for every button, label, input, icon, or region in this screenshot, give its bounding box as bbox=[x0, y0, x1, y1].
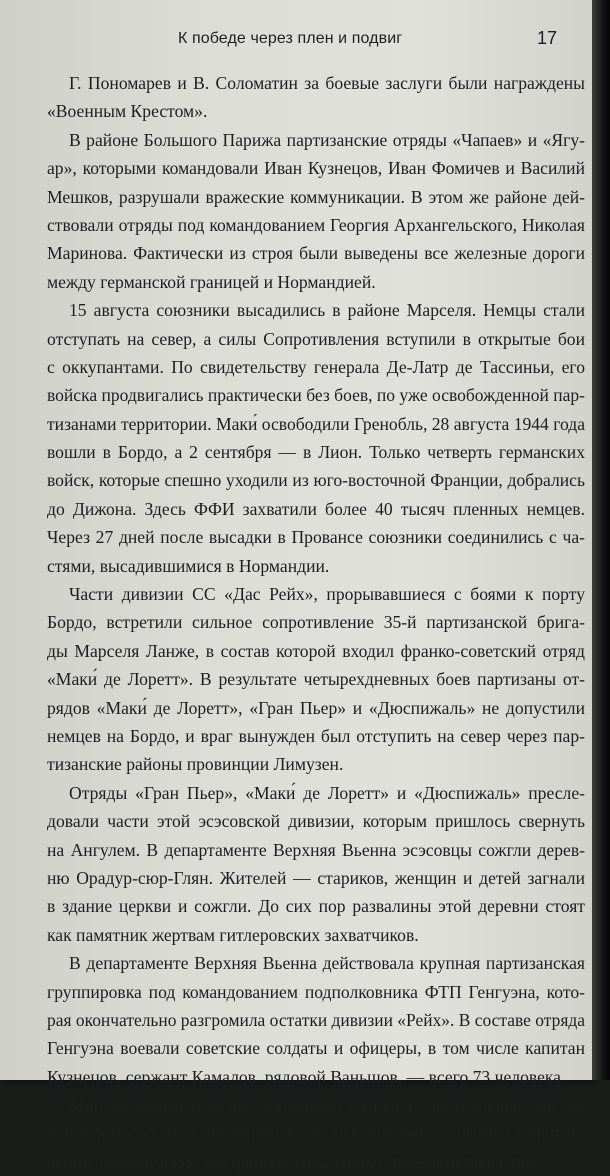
paragraph bbox=[47, 949, 585, 1091]
text-line: ления. Французские внутренние силы (ФФИ) превратились в под- bbox=[47, 1151, 544, 1172]
text-line: «Военным Крестом». bbox=[47, 101, 208, 122]
text-line: 15 августа союзники высадились в районе Марселя. Немцы стали bbox=[69, 300, 585, 321]
text-line: Отряды «Гран Пьер», «Маки́ де Лоретт» и «Дюспижаль» пресле- bbox=[69, 782, 585, 803]
text-line: на Ангулем. В департаменте Верхняя Вьенна эсэсовцы сожгли дерев- bbox=[47, 839, 585, 860]
page-edge-shadow bbox=[592, 0, 610, 1080]
text-line: Кузнецов, сержант Камалов, рядовой Ваньшов, — всего 73 человека. bbox=[47, 1066, 566, 1087]
text-line: рядов «Маки́ де Лоретт», «Гран Пьер» и «Дюспижаль» не допустили bbox=[47, 697, 585, 718]
text-line: Через 27 дней после высадки в Провансе союзники соединились с ча- bbox=[47, 527, 585, 548]
paragraph bbox=[47, 779, 585, 949]
paragraph bbox=[47, 1091, 585, 1176]
text-line: Мешков, разрушали вражеские коммуникации. В этом же районе дей- bbox=[47, 186, 585, 207]
text-line: до Дижона. Здесь ФФИ захватили более 40 тысяч пленных немцев. bbox=[47, 498, 585, 519]
text-line: войска продвигались практически без боев, по уже освобожденной пар- bbox=[47, 385, 585, 406]
text-line: ды Марселя Ланже, в состав которой входил франко-советский отряд bbox=[47, 640, 585, 661]
text-line: тизанские районы провинции Лимузен. bbox=[47, 754, 344, 775]
text-line: Части дивизии СС «Дас Рейх», прорывавшиеся с боями к порту bbox=[69, 584, 585, 605]
text-line: между германской границей и Нормандией. bbox=[47, 271, 376, 292]
text-line: вошли в Бордо, а 2 сентября — в Лион. Только четверть германских bbox=[47, 442, 585, 463]
page-number: 17 bbox=[537, 28, 558, 48]
text-line: стями, высадившимися в Нормандии. bbox=[47, 555, 330, 576]
text-line: как памятник жертвам гитлеровских захватчиков. bbox=[47, 924, 419, 945]
body-text bbox=[47, 69, 585, 1176]
paragraph bbox=[47, 126, 585, 296]
text-line: и вся юго-западная Франция) были освобождены силами Сопротив- bbox=[47, 1123, 585, 1144]
running-title: К победе через плен и подвиг bbox=[178, 30, 403, 47]
text-line: «Маки́ де Лоретт». В результате четырехдневных боев партизаны от- bbox=[47, 669, 585, 690]
text-line: группировка под командованием подполковника ФТП Генгуэна, кото- bbox=[47, 981, 585, 1002]
text-line: довали части этой эсэсовской дивизии, которым пришлось свернуть bbox=[47, 811, 585, 832]
text-line: тизанами территории. Маки́ освободили Гренобль, 28 августа 1944 года bbox=[47, 413, 585, 434]
text-line: в здание церкви и сожгли. До сих пор развалины этой деревни стоят bbox=[47, 896, 585, 917]
text-line: ар», которыми командовали Иван Кузнецов, Иван Фомичев и Василий bbox=[47, 158, 585, 179]
text-line: с оккупантами. По свидетельству генерала Де-Латр де Тассиньи, его bbox=[47, 356, 585, 377]
text-line: Г. Пономарев и В. Соломатин за боевые заслуги были награждены bbox=[69, 73, 585, 93]
text-line: Маринова. Фактически из строя были выведены все железные дороги bbox=[47, 243, 585, 264]
text-line: немцев на Бордо, и враг вынужден был отступить на север через пар- bbox=[47, 725, 585, 746]
text-line: рая окончательно разгромила остатки дивизии «Рейх». В составе отряда bbox=[47, 1009, 585, 1030]
paragraph bbox=[47, 69, 585, 126]
text-line: В департаменте Верхняя Вьенна действовала крупная партизанская bbox=[69, 953, 585, 974]
text-line: Бордо, встретили сильное сопротивление 35-й партизанской брига- bbox=[47, 612, 585, 633]
text-line: Многие города и целые провинции (Аннеси, Центральный массив bbox=[69, 1095, 585, 1116]
text-line: Генгуэна воевали советские солдаты и офицеры, в том числе капитан bbox=[47, 1038, 585, 1059]
text-line: В районе Большого Парижа партизанские отряды «Чапаев» и «Ягу- bbox=[69, 129, 585, 150]
page-header bbox=[0, 28, 592, 52]
text-line: отступать на север, а силы Сопротивления вступили в открытые бои bbox=[47, 328, 585, 349]
paragraph bbox=[47, 296, 585, 580]
paragraph bbox=[47, 580, 585, 779]
text-line: ню Орадур-сюр-Глян. Жителей — стариков, женщин и детей загнали bbox=[47, 867, 585, 888]
text-line: войск, которые спешно уходили из юго-восточной Франции, добрались bbox=[47, 470, 585, 491]
text-line: ствовали отряды под командованием Георгия Архангельского, Николая bbox=[47, 214, 585, 235]
